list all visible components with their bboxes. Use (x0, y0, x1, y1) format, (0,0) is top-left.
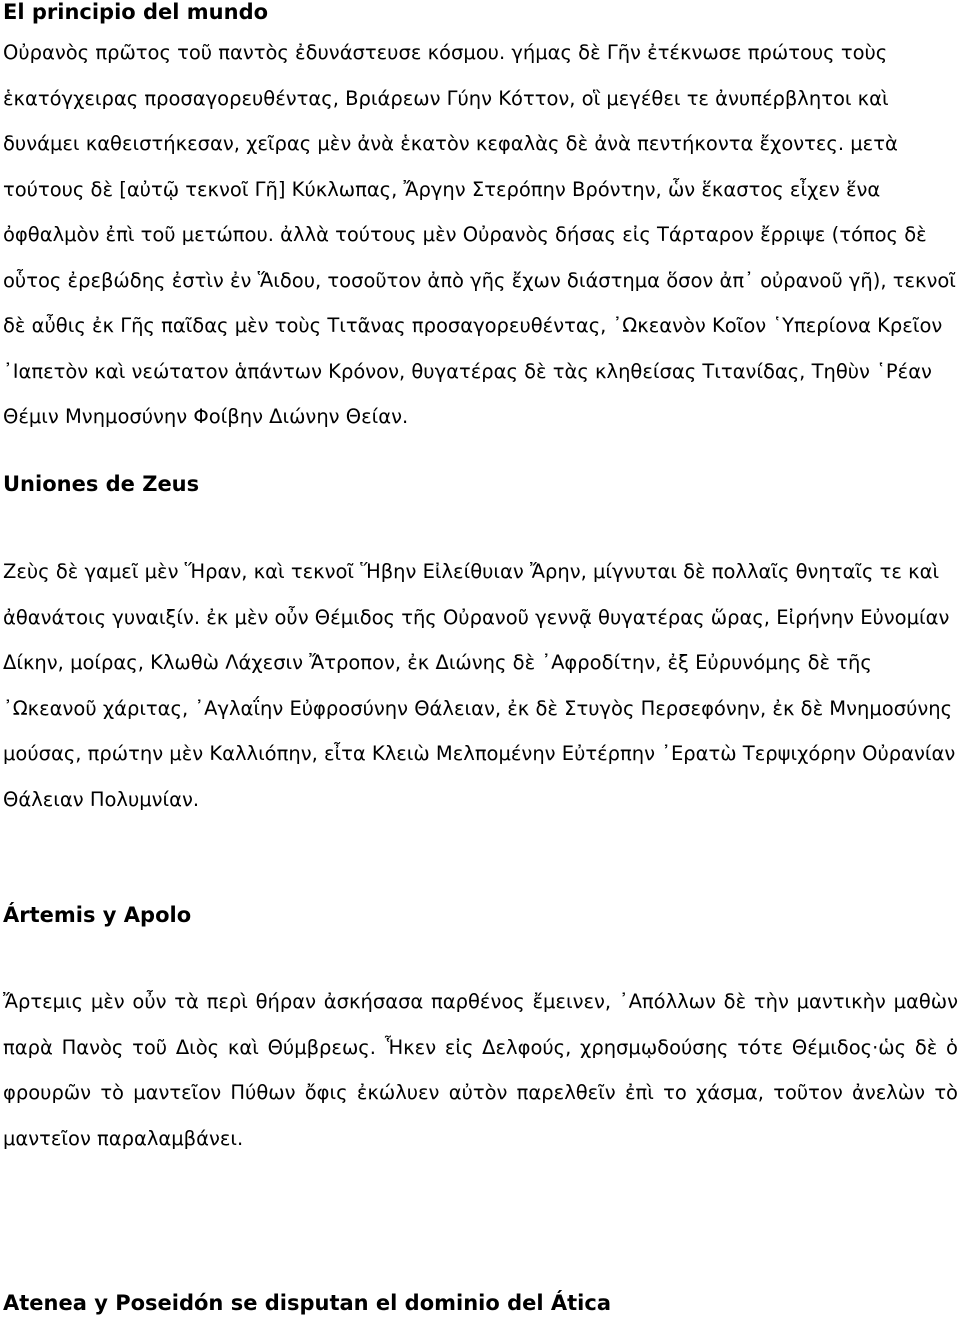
section-heading-uniones: Uniones de Zeus (3, 472, 200, 496)
section-text-principio: Οὐρανὸς πρῶτος τοῦ παντὸς ἐδυνάστευσε κόσμου. γήμας δὲ Γῆν ἐτέκνωσε πρώτους τοὺς ἑκατόγχειρας προσαγορευθέντας, Βριάρεων Γύην Κόττον, οἳ μεγέθει τε ἀνυπέρβλητοι καὶ δυνάμει καθειστήκεσαν, χεῖρας μὲν ἀνὰ ἑκατὸν κεφαλὰς δὲ ἀνὰ πεντήκοντα ἔχοντες. μετὰ τούτους δὲ [αὐτῷ τεκνοῖ Γῆ] Κύκλωπας, Ἄργην Στερόπην Βρόντην, ὧν ἕκαστος εἶχεν ἕνα ὀφθαλμὸν ἐπὶ τοῦ μετώπου. ἀλλὰ τούτους μὲν Οὐρανὸς δήσας εἰς Τάρταρον ἔρριψε (τόπος δὲ οὗτος ἐρεβώδης ἐστὶν ἐν Ἅιδου, τοσοῦτον ἀπὸ γῆς ἔχων διάστημα ὅσον ἀπ᾽ οὐρανοῦ γῆ), τεκνοῖ δὲ αὖθις ἐκ Γῆς παῖδας μὲν τοὺς Τιτᾶνας προσαγορευθέντας, ᾽Ωκεανὸν Κοῖον ῾Υπερίονα Κρεῖον ᾽Ιαπετὸν καὶ νεώτατον ἁπάντων Κρόνον, θυγατέρας δὲ τὰς κληθείσας Τιτανίδας, Τηθὺν ῾Ρέαν Θέμιν Μνημοσύνην Φοίβην Διώνην Θείαν. (3, 41, 956, 428)
section-text-uniones: Ζεὺς δὲ γαμεῖ μὲν Ἥραν, καὶ τεκνοῖ Ἥβην Εἰλείθυιαν Ἄρην, μίγνυται δὲ πολλαῖς θνηταῖς τε καὶ ἀθανάτοις γυναιξίν. ἐκ μὲν οὖν Θέμιδος τῆς Οὐρανοῦ γεννᾷ θυγατέρας ὥρας, Εἰρήνην Εὐνομίαν Δίκην, μοίρας, Κλωθὼ Λάχεσιν Ἄτροπον, ἐκ Διώνης δὲ ᾽Αφροδίτην, ἐξ Εὐρυνόμης δὲ τῆς ᾽Ωκεανοῦ χάριτας, ᾽Αγλαΐην Εὐφροσύνην Θάλειαν, ἐκ δὲ Στυγὸς Περσεφόνην, ἐκ δὲ Μνημοσύνης μούσας, πρώτην μὲν Καλλιόπην, εἶτα Κλειὼ Μελπομένην Εὐτέρπην ᾽Ερατὼ Τερψιχόρην Οὐρανίαν Θάλειαν Πολυμνίαν. (3, 560, 956, 811)
section-heading-principio: El principio del mundo (3, 0, 269, 24)
section-heading-artemis: Ártemis y Apolo (3, 903, 192, 927)
section-text-artemis: Ἄρτεμις μὲν οὖν τὰ περὶ θήραν ἀσκήσασα παρθένος ἔμεινεν, ᾽Απόλλων δὲ τὴν μαντικὴν μαθὼν παρὰ Πανὸς τοῦ Διὸς καὶ Θύμβρεως. Ἧκεν εἰς Δελφούς, χρησμῳδούσης τότε Θέμιδος·ὡς δὲ ὁ φρουρῶν τὸ μαντεῖον Πύθων ὄφις ἐκώλυεν αὐτὸν παρελθεῖν ἐπὶ το χάσμα, τοῦτον ἀνελὼν τὸ μαντεῖον παραλαμβάνει. (3, 990, 958, 1150)
section-heading-atenea: Atenea y Poseidón se disputan el dominio del Ática (3, 1291, 611, 1315)
